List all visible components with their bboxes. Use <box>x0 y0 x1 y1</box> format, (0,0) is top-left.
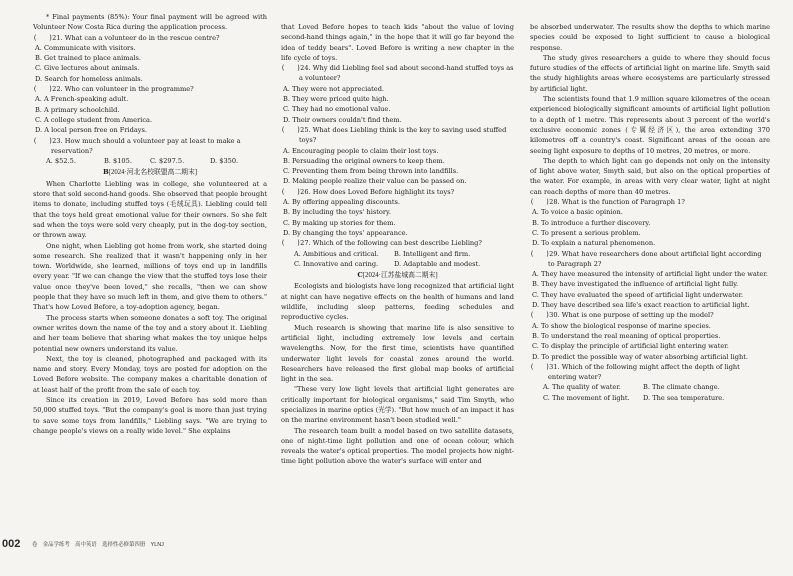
page-number: 002 <box>2 538 21 550</box>
question-31 <box>530 362 770 383</box>
option: B. Persuading the original owners to keep them. <box>283 156 445 165</box>
question-stem: 24. Why did Liebling feel sad about second-hand stuffed toys as a volunteer? <box>299 64 514 83</box>
answer-slot-23[interactable]: ( ) <box>33 136 53 145</box>
question-27 <box>281 238 514 248</box>
option: A. They were not appreciated. <box>283 84 385 93</box>
question-stem: 23. How much should a volunteer pay at least to make a reservation? <box>51 136 241 155</box>
paragraph: * Final payments (85%): Your final payment will be agreed with Volunteer Now Costa Rica during the application process. <box>33 13 267 32</box>
option: A. $52.5. <box>46 157 76 166</box>
column-1 <box>33 0 267 566</box>
question-stem: 30. What is one purpose of setting up the model? <box>549 311 714 320</box>
option: B. By including the toys' history. <box>283 208 391 217</box>
column-2 <box>281 0 514 576</box>
paragraph: that Loved Before hopes to teach kids "about the value of loving second-hand things again," in the hope that it will go far beyond the idea of teddy bears". Loved Before is writing a new chapter in the life cycle of toys. <box>281 23 514 62</box>
paragraph: be absorbed underwater. The results show the depths to which marine species could be exposed to light sufficient to cause a biological response. <box>530 23 770 52</box>
page-footer <box>0 536 793 550</box>
paragraph: One night, when Liebling got home from work, she started doing some research. She realized that it wasn't happening only in her town. Worldwide, she learned, millions of toys end up in landfills every year. "If we can change the view that the stuffed toys lose their value once they've been loved," she recalls, "then we can show people that they have so much left in them, and give them to others." That's how Loved Before, a toy-adoption agency, began. <box>33 241 267 312</box>
answer-slot-30[interactable]: ( ) <box>530 311 550 320</box>
option: B. They were priced quite high. <box>283 95 389 104</box>
paragraph: The research team built a model based on two satellite datasets, one of night-time light pollution and one of ocean colour, which reveals the water's optical properties. The model projects how night-time light pollution above the water's surface will enter and <box>281 426 514 466</box>
paragraph: Since its creation in 2019, Loved Before has sold more than 50,000 stuffed toys. "But the company's goal is more than just trying to save some toys from landfills," Liebling says. "We are trying to change people's views on a really wide level." She explains <box>33 395 267 435</box>
column-3 <box>530 0 770 576</box>
option: D. To predict the possible way of water absorbing artificial light. <box>532 352 748 361</box>
option: B. To introduce a further discovery. <box>532 218 651 227</box>
option: C. The movement of light. <box>543 393 630 402</box>
option: A. To voice a basic opinion. <box>532 208 623 217</box>
option: D. They have described sea life's exact reaction to artificial light. <box>532 301 750 310</box>
option: A. Communicate with visitors. <box>35 43 136 52</box>
option-row <box>281 249 514 259</box>
question-23 <box>33 136 267 157</box>
option: B. To understand the real meaning of optical properties. <box>532 331 721 340</box>
option: D. Adaptable and modest. <box>394 259 481 268</box>
option: C. They have evaluated the speed of artificial light underwater. <box>532 290 744 299</box>
option: D. Making people realize their value can be passed on. <box>283 177 467 186</box>
paragraph: The depth to which light can go depends not only on the intensity of light above water, Smyth said, but also on the optical properties of the water. For example, in areas with very clear water, light at night can reach depths of more than 40 metres. <box>530 156 770 196</box>
question-stem: 28. What is the function of Paragraph 1? <box>549 198 685 207</box>
section-letter: B <box>102 168 109 177</box>
option: D. The sea temperature. <box>643 393 725 402</box>
paragraph: Much research is showing that marine life is also sensitive to artificial light, including extremely low levels and certain wavelengths. Now, for the first time, scientists have quantified underwater light levels for coastal zones around the world. Researchers have released the first global map books of artificial light in the sea. <box>281 323 514 384</box>
option: D. Their owners couldn't find them. <box>283 115 402 124</box>
section-heading-b <box>33 167 267 178</box>
option: C. Give lectures about animals. <box>35 64 140 73</box>
option-row <box>530 382 770 392</box>
question-stem: 22. Who can volunteer in the programme? <box>52 85 194 94</box>
section-letter: C <box>357 271 363 280</box>
option: A. A French-speaking adult. <box>35 95 129 104</box>
option: D. $350. <box>210 157 239 166</box>
option: C. By making up stories for them. <box>283 218 396 227</box>
option: B. $105. <box>104 157 132 166</box>
option-row <box>281 259 514 269</box>
question-24 <box>281 63 514 84</box>
option: B. Get trained to place animals. <box>35 54 141 63</box>
section-source: [2024·河北名校联盟高二期末] <box>108 169 198 177</box>
answer-slot-31[interactable]: ( ) <box>530 362 550 371</box>
question-30 <box>530 310 770 320</box>
paragraph: The process starts when someone donates a soft toy. The original owner writes down the name of the toy and a story about it. Liebling and her team believe that sharing what makes the toy unique helps potential new owners understand its value. <box>33 313 267 353</box>
option: C. A college student from America. <box>35 115 153 124</box>
question-25 <box>281 125 514 146</box>
option: B. They have investigated the influence of artificial light fully. <box>532 280 739 289</box>
option: B. Intelligent and firm. <box>394 249 471 258</box>
option: A. Ambitious and critical. <box>294 249 379 258</box>
question-stem: 29. What have researchers done about artificial light according to Paragraph 2? <box>548 249 762 268</box>
option: A. They have measured the intensity of artificial light under the water. <box>532 270 768 279</box>
option: A. By offering appealing discounts. <box>283 198 400 207</box>
option: A. To show the biological response of marine species. <box>532 321 711 330</box>
option: C. $297.5. <box>150 157 185 166</box>
question-stem: 31. Which of the following might affect the depth of light entering water? <box>548 362 740 382</box>
paragraph: Ecologists and biologists have long recognized that artificial light at night can have negative effects on the health of humans and land wildlife, including sleep patterns, feeding schedules and reproductive cycles. <box>281 282 514 322</box>
paragraph: Next, the toy is cleaned, photographed and packaged with its name and story. Every Monday, toys are posted for adoption on the Loved Before website. The company makes a charitable donation of at least half of the profit from the sale of each toy. <box>33 354 267 394</box>
answer-slot-21[interactable]: ( ) <box>33 33 53 42</box>
answer-slot-22[interactable]: ( ) <box>33 85 53 94</box>
question-29 <box>530 249 770 270</box>
footer-text: 卷 金品学练考 高中英语 选择性必修第四册 YLNJ <box>32 542 164 548</box>
option: D. To explain a natural phenomenon. <box>532 239 656 248</box>
section-heading-c <box>281 270 514 281</box>
question-26 <box>281 187 514 197</box>
question-22 <box>33 84 267 94</box>
option: B. The climate change. <box>643 383 720 392</box>
option: C. They had no emotional value. <box>283 105 391 114</box>
option: C. To display the principle of artificial light entering water. <box>532 342 729 351</box>
paragraph: When Charlotte Liebling was in college, she volunteered at a store that sold second-hand goods. She observed that people brought items to donate, including stuffed toys (毛绒玩具). Liebling could tell that the toys held great emotional value for their owners. So she felt sad when the toys were sold very cheaply, put in the dog-toy section, or thrown away. <box>33 179 267 240</box>
option: B. A primary schoolchild. <box>35 105 120 114</box>
question-stem: 27. Which of the following can best describe Liebling? <box>300 239 482 248</box>
question-28 <box>530 197 770 207</box>
paragraph: "These very low light levels that artificial light generates are critically important for biological organisms," said Tim Smyth, who specializes in marine optics (光学). "But how much of an impact it has on the marine environment hasn't been studied well." <box>281 385 514 425</box>
option: D. By changing the toys' appearance. <box>283 228 408 237</box>
question-21 <box>33 33 267 43</box>
option-row <box>530 393 770 403</box>
question-stem: 26. How does Loved Before highlight its toys? <box>300 187 455 196</box>
option: C. To present a serious problem. <box>532 228 641 237</box>
question-stem: 25. What does Liebling think is the key to saving used stuffed toys? <box>299 125 507 145</box>
paragraph: The scientists found that 1.9 million square kilometres of the ocean experienced biologically significant amounts of artificial light pollution to a depth of 1 metre. This represents about 3 percent of the world's exclusive economic zones (专属经济区), the area extending 370 kilometres off a country's coast. Significant areas of the ocean are seeing light exposure to depths of 10 metres, 20 metres, or more. <box>530 95 770 155</box>
paragraph: The study gives researchers a guide to where they should focus future studies of the effects of artificial light on marine life. Smyth said the study highlights areas where ecosystems are particularly stressed by artificial light. <box>530 53 770 93</box>
option: C. Preventing them from being thrown into landfills. <box>283 167 459 176</box>
option: D. Search for homeless animals. <box>35 74 143 83</box>
question-stem: 21. What can a volunteer do in the rescue centre? <box>52 33 220 42</box>
answer-slot-25[interactable]: ( ) <box>281 125 301 134</box>
answer-slot-27[interactable]: ( ) <box>281 239 301 248</box>
answer-slot-24[interactable]: ( ) <box>281 64 301 73</box>
answer-slot-28[interactable]: ( ) <box>530 198 550 207</box>
option: A. The quality of water. <box>543 383 621 392</box>
option: A. Encouraging people to claim their lost toys. <box>283 146 439 155</box>
answer-slot-26[interactable]: ( ) <box>281 187 301 196</box>
section-source: [2024·江苏盐城高二期末] <box>362 272 438 280</box>
option: C. Innovative and caring. <box>294 259 379 268</box>
option-row <box>33 156 267 166</box>
option: D. A local person free on Fridays. <box>35 126 147 135</box>
answer-slot-29[interactable]: ( ) <box>530 249 550 258</box>
